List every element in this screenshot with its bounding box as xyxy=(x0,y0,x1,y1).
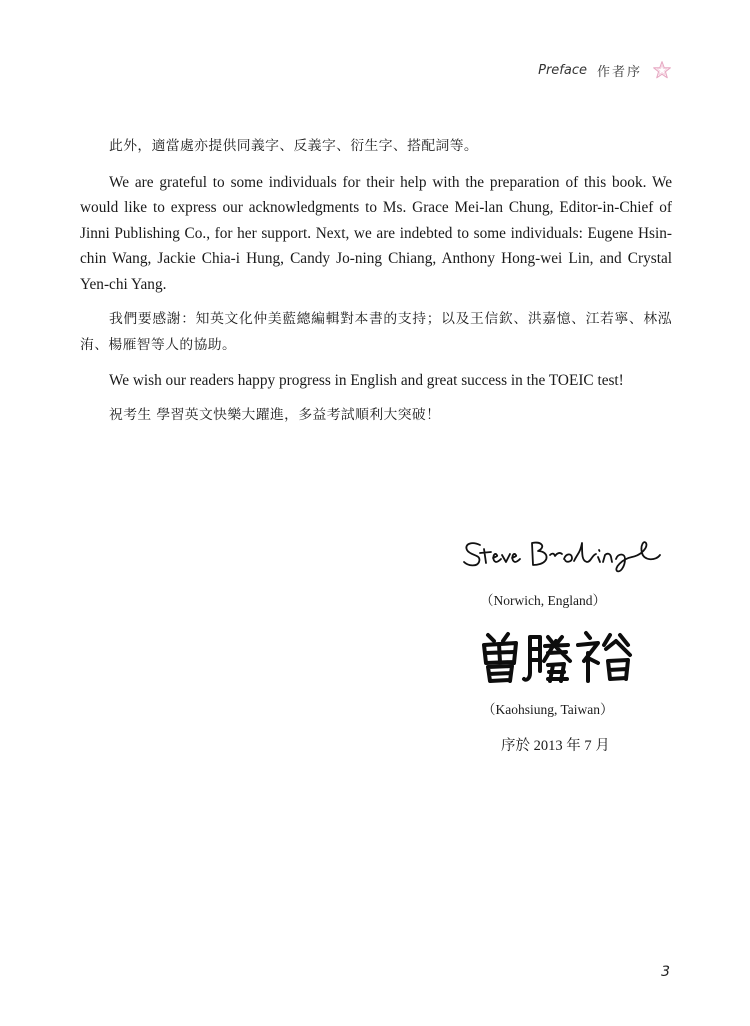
star-outline-icon xyxy=(652,60,672,80)
preface-body xyxy=(80,134,672,428)
running-header xyxy=(538,60,672,80)
preface-date: 序於 2013 年 7 月 xyxy=(501,738,610,754)
page-number: 3 xyxy=(661,964,670,980)
header-section-en: Preface xyxy=(538,62,587,78)
paragraph-derivatives-note: 此外，適當處亦提供同義字、反義字、衍生字、搭配詞等。 xyxy=(109,138,479,154)
location-norwich: （Norwich, England） xyxy=(480,593,606,608)
paragraph-acknowledgments-en: We are grateful to some individuals for their help with the preparation of this book. We would like to express our acknowledgments to Ms. Grace Mei-lan Chung, Editor-in-Chief of Jinni Publishing Co., for her support. Next, we are indebted to some individuals: Eugene Hsin-chin Wang, Jackie Chia-i Hung, Candy Jo-ning Chiang, Anthony Hong-wei Lin, and Crystal Yen-chi Yang. xyxy=(80,173,672,293)
paragraph-wishes-en: We wish our readers happy progress in English and great success in the TOEIC test! xyxy=(109,372,624,389)
signature-tseng-teng-yu xyxy=(478,629,648,694)
location-kaohsiung: （Kaohsiung, Taiwan） xyxy=(482,702,614,717)
paragraph-acknowledgments-zh: 我們要感謝：知英文化仲美藍總編輯對本書的支持；以及王信欽、洪嘉憶、江若寧、林泓洧、楊雁智等人的協助。 xyxy=(80,311,672,353)
signature-steve-brading xyxy=(460,535,665,580)
header-section-zh: 作者序 xyxy=(596,64,642,80)
paragraph-wishes-zh: 祝考生 學習英文快樂大躍進，多益考試順利大突破！ xyxy=(109,406,441,423)
